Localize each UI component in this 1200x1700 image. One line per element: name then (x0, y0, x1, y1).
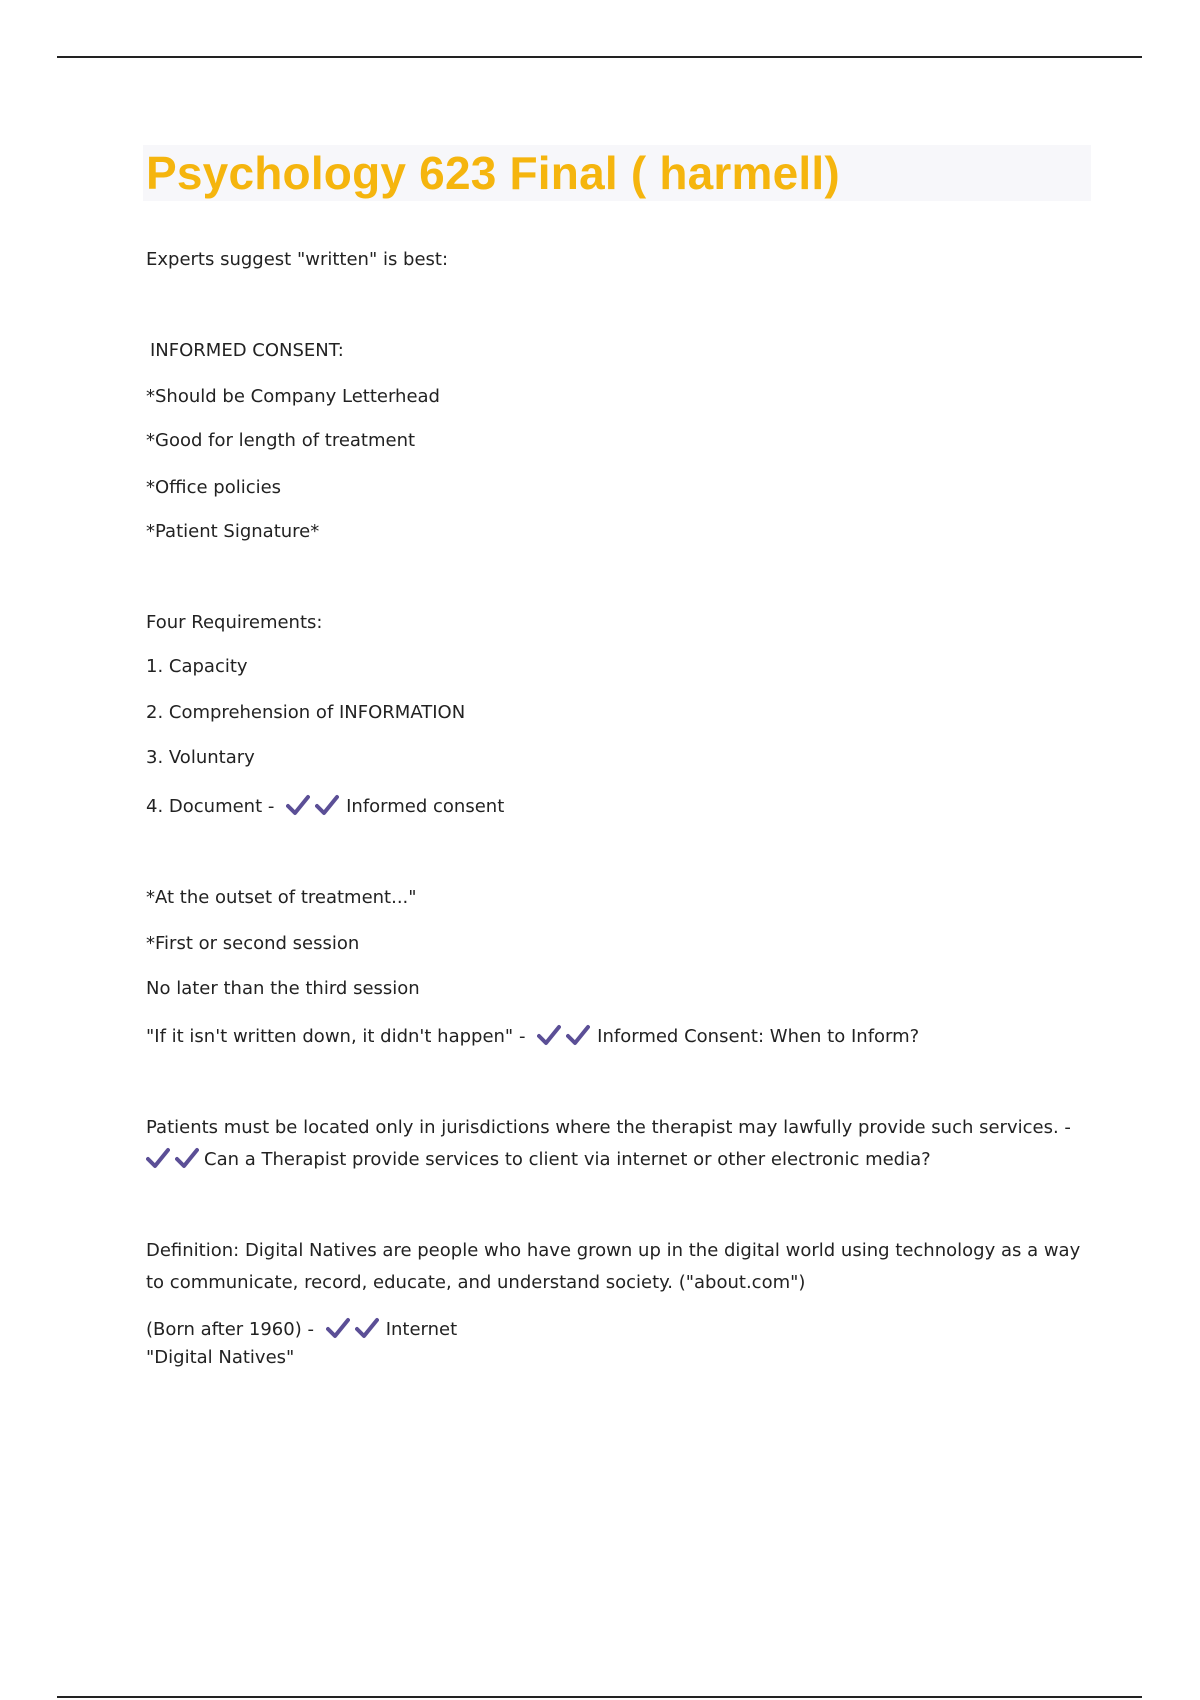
check-icon (175, 1147, 199, 1169)
written-down-prefix: "If it isn't written down, it didn't happen" - (146, 1026, 526, 1047)
policies-line: *Office policies (146, 477, 282, 498)
check-icon (326, 1317, 350, 1339)
requirement-4-row (146, 794, 504, 819)
definition-line: Definition: Digital Natives are people who have grown up in the digital world using technology as a way to communicate, record, educate, and understand society. ("about.com") (146, 1240, 1081, 1293)
informed-consent-heading: INFORMED CONSENT: (150, 340, 344, 361)
check-icon (537, 1024, 561, 1046)
born-row (146, 1317, 457, 1342)
letterhead-line: *Should be Company Letterhead (146, 386, 440, 407)
patients-row (146, 1112, 1086, 1176)
check-icon (566, 1024, 590, 1046)
document-title: Psychology 623 Final ( harmell) (146, 147, 840, 199)
check-icon (355, 1317, 379, 1339)
patients-prefix: Patients must be located only in jurisdictions where the therapist may lawfully provide such services. - (146, 1117, 1071, 1138)
four-requirements-heading: Four Requirements: (146, 612, 323, 633)
digital-natives-line: "Digital Natives" (146, 1347, 295, 1368)
signature-line: *Patient Signature* (146, 521, 320, 542)
outset-line: *At the outset of treatment..." (146, 887, 417, 908)
top-rule (57, 56, 1142, 58)
requirement-1: 1. Capacity (146, 656, 248, 677)
requirement-4-prefix: 4. Document - (146, 796, 275, 817)
answer-checkmarks (286, 794, 344, 819)
born-answer: Internet (385, 1319, 458, 1340)
answer-checkmarks (326, 1317, 384, 1342)
born-prefix: (Born after 1960) - (146, 1319, 314, 1340)
requirement-2: 2. Comprehension of INFORMATION (146, 702, 466, 723)
answer-checkmarks (537, 1024, 595, 1049)
no-later-line: No later than the third session (146, 978, 420, 999)
check-icon (286, 794, 310, 816)
length-line: *Good for length of treatment (146, 430, 416, 451)
bottom-rule (57, 1696, 1142, 1698)
first-second-line: *First or second session (146, 933, 360, 954)
patients-answer: Can a Therapist provide services to client via internet or other electronic media? (204, 1149, 931, 1170)
written-down-row (146, 1024, 919, 1049)
requirement-3: 3. Voluntary (146, 747, 255, 768)
experts-line: Experts suggest "written" is best: (146, 249, 449, 270)
requirement-4-answer: Informed consent (346, 796, 505, 817)
written-down-answer: Informed Consent: When to Inform? (597, 1026, 920, 1047)
check-icon (315, 794, 339, 816)
check-icon (146, 1147, 170, 1169)
